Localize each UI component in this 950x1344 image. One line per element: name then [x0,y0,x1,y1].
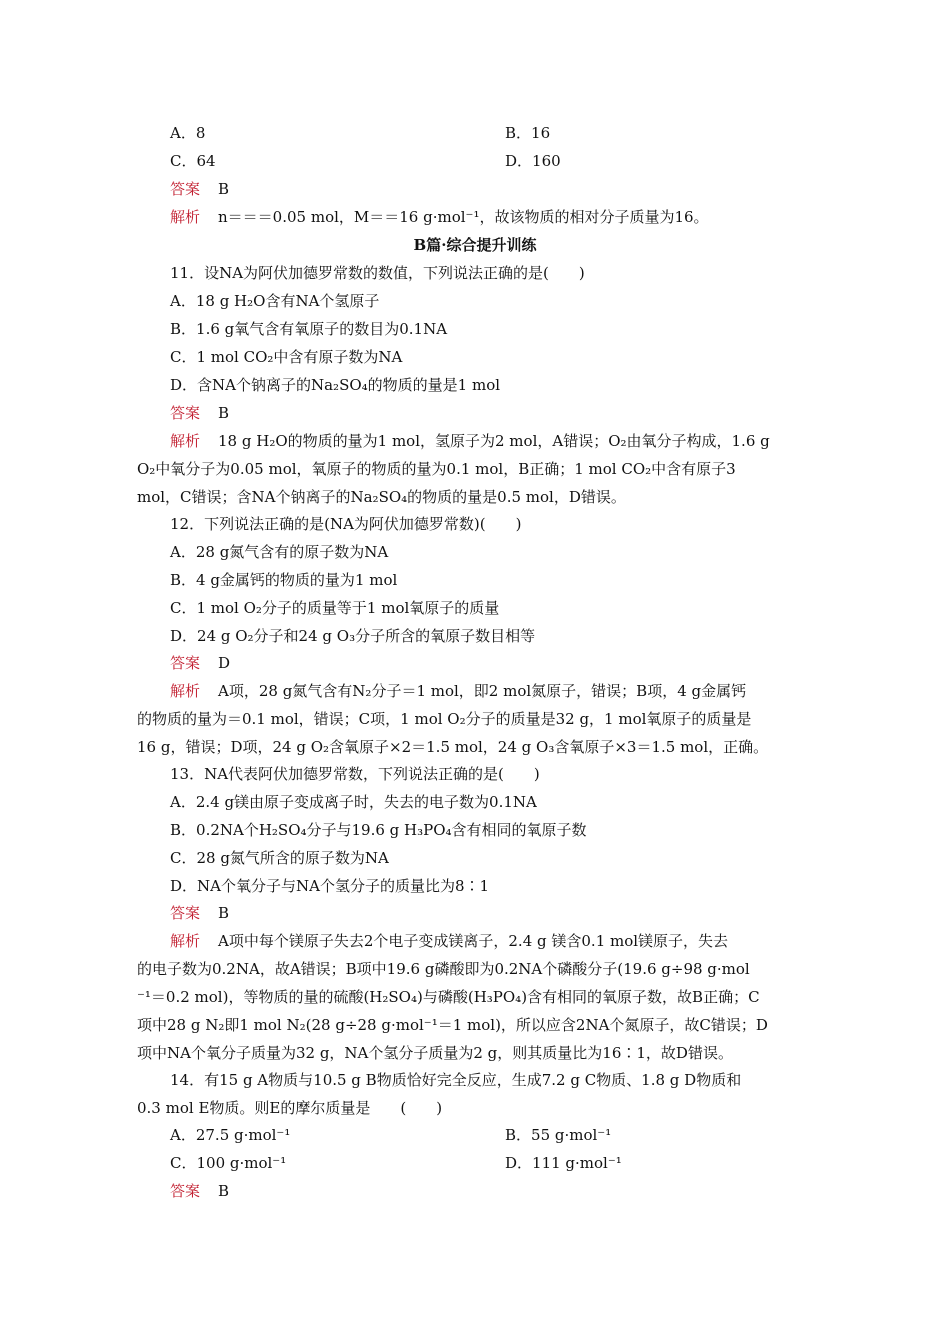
q10-option-a: A．8 [170,124,206,142]
q11-stem: 11．设NA为阿伏加德罗常数的数值，下列说法正确的是( ) [170,264,585,282]
q12-stem: 12．下列说法正确的是(NA为阿伏加德罗常数)( ) [170,515,522,533]
analysis-label: 解析 [170,208,201,226]
q13-analysis-line-3: ⁻¹＝0.2 mol)，等物质的量的硫酸(H₂SO₄)与磷酸(H₃PO₄)含有相同的氧原子数，故B正确；C [137,988,760,1006]
q12-analysis-line-2: 的物质的量为＝0.1 mol，错误；C项，1 mol O₂分子的质量是32 g，1 mol氧原子的质量是 [137,710,752,728]
section-title: B篇·综合提升训练 [413,236,537,254]
answer-value: B [218,404,230,422]
analysis-label: 解析 [170,432,201,450]
analysis-label: 解析 [170,682,201,700]
q13-answer-line [170,903,229,923]
q11-option-d: D．含NA个钠离子的Na₂SO₄的物质的量是1 mol [170,376,501,394]
q11-option-a: A．18 g H₂O含有NA个氢原子 [170,292,380,310]
q11-analysis-line [170,431,770,451]
q10-option-d: D．160 [505,152,561,170]
q13-analysis-line-4: 项中28 g N₂即1 mol N₂(28 g÷28 g·mol⁻¹＝1 mol)，所以应含2NA个氮原子，故C错误；D [137,1016,768,1034]
q14-stem-line-1: 14．有15 g A物质与10.5 g B物质恰好完全反应，生成7.2 g C物质、1.8 g D物质和 [170,1071,742,1089]
answer-value: D [218,654,231,672]
answer-value: B [218,180,230,198]
analysis-text: A项，28 g氮气含有N₂分子＝1 mol，即2 mol氮原子，错误；B项，4 g金属钙 [218,682,747,700]
answer-label: 答案 [170,180,201,198]
q13-analysis-line [170,931,728,951]
q13-stem: 13．NA代表阿伏加德罗常数，下列说法正确的是( ) [170,765,540,783]
q13-option-d: D．NA个氧分子与NA个氢分子的质量比为8∶1 [170,877,490,895]
analysis-text: A项中每个镁原子失去2个电子变成镁离子，2.4 g 镁含0.1 mol镁原子，失去 [218,932,729,950]
answer-value: B [218,1182,230,1200]
q11-option-b: B．1.6 g氧气含有氧原子的数目为0.1NA [170,320,448,338]
q12-option-d: D．24 g O₂分子和24 g O₃分子所含的氧原子数目相等 [170,627,536,645]
analysis-text: n＝＝＝0.05 mol，M＝＝16 g·mol⁻¹，故该物质的相对分子质量为16。 [218,208,709,226]
q13-analysis-line-2: 的电子数为0.2NA，故A错误；B项中19.6 g磷酸即为0.2NA个磷酸分子(19.6 g÷98 g·mol [137,960,750,978]
answer-value: B [218,904,230,922]
q14-stem-line-2: 0.3 mol E物质。则E的摩尔质量是 ( ) [137,1099,443,1117]
q10-analysis-line [170,207,709,227]
q11-answer-line [170,403,229,423]
q10-answer-line [170,179,229,199]
q12-option-c: C．1 mol O₂分子的质量等于1 mol氧原子的质量 [170,599,500,617]
q14-option-c: C．100 g·mol⁻¹ [170,1154,287,1172]
q12-analysis-line [170,681,746,701]
answer-label: 答案 [170,1182,201,1200]
answer-label: 答案 [170,904,201,922]
q12-option-b: B．4 g金属钙的物质的量为1 mol [170,571,398,589]
analysis-label: 解析 [170,932,201,950]
q11-analysis-line-2: O₂中氧分子为0.05 mol，氧原子的物质的量为0.1 mol，B正确；1 mol CO₂中含有原子3 [137,460,736,478]
q14-answer-line [170,1181,229,1201]
analysis-text: 18 g H₂O的物质的量为1 mol，氢原子为2 mol，A错误；O₂由氧分子构成，1.6 g [218,432,770,450]
q12-analysis-line-3: 16 g，错误；D项，24 g O₂含氧原子×2＝1.5 mol，24 g O₃含氧原子×3＝1.5 mol，正确。 [137,738,769,756]
q12-option-a: A．28 g氮气含有的原子数为NA [170,543,389,561]
q13-option-c: C．28 g氮气所含的原子数为NA [170,849,389,867]
answer-label: 答案 [170,404,201,422]
q13-option-b: B．0.2NA个H₂SO₄分子与19.6 g H₃PO₄含有相同的氧原子数 [170,821,587,839]
q14-option-a: A．27.5 g·mol⁻¹ [170,1126,291,1144]
answer-label: 答案 [170,654,201,672]
q13-analysis-line-5: 项中NA个氧分子质量为32 g，NA个氢分子质量为2 g，则其质量比为16∶1，故D错误。 [137,1044,733,1062]
q11-option-c: C．1 mol CO₂中含有原子数为NA [170,348,403,366]
q14-option-b: B．55 g·mol⁻¹ [505,1126,612,1144]
q14-option-d: D．111 g·mol⁻¹ [505,1154,622,1172]
q12-answer-line [170,653,230,673]
q10-option-c: C．64 [170,152,216,170]
q11-analysis-line-3: mol，C错误；含NA个钠离子的Na₂SO₄的物质的量是0.5 mol，D错误。 [137,488,626,506]
q13-option-a: A．2.4 g镁由原子变成离子时，失去的电子数为0.1NA [170,793,537,811]
q10-option-b: B．16 [505,124,551,142]
